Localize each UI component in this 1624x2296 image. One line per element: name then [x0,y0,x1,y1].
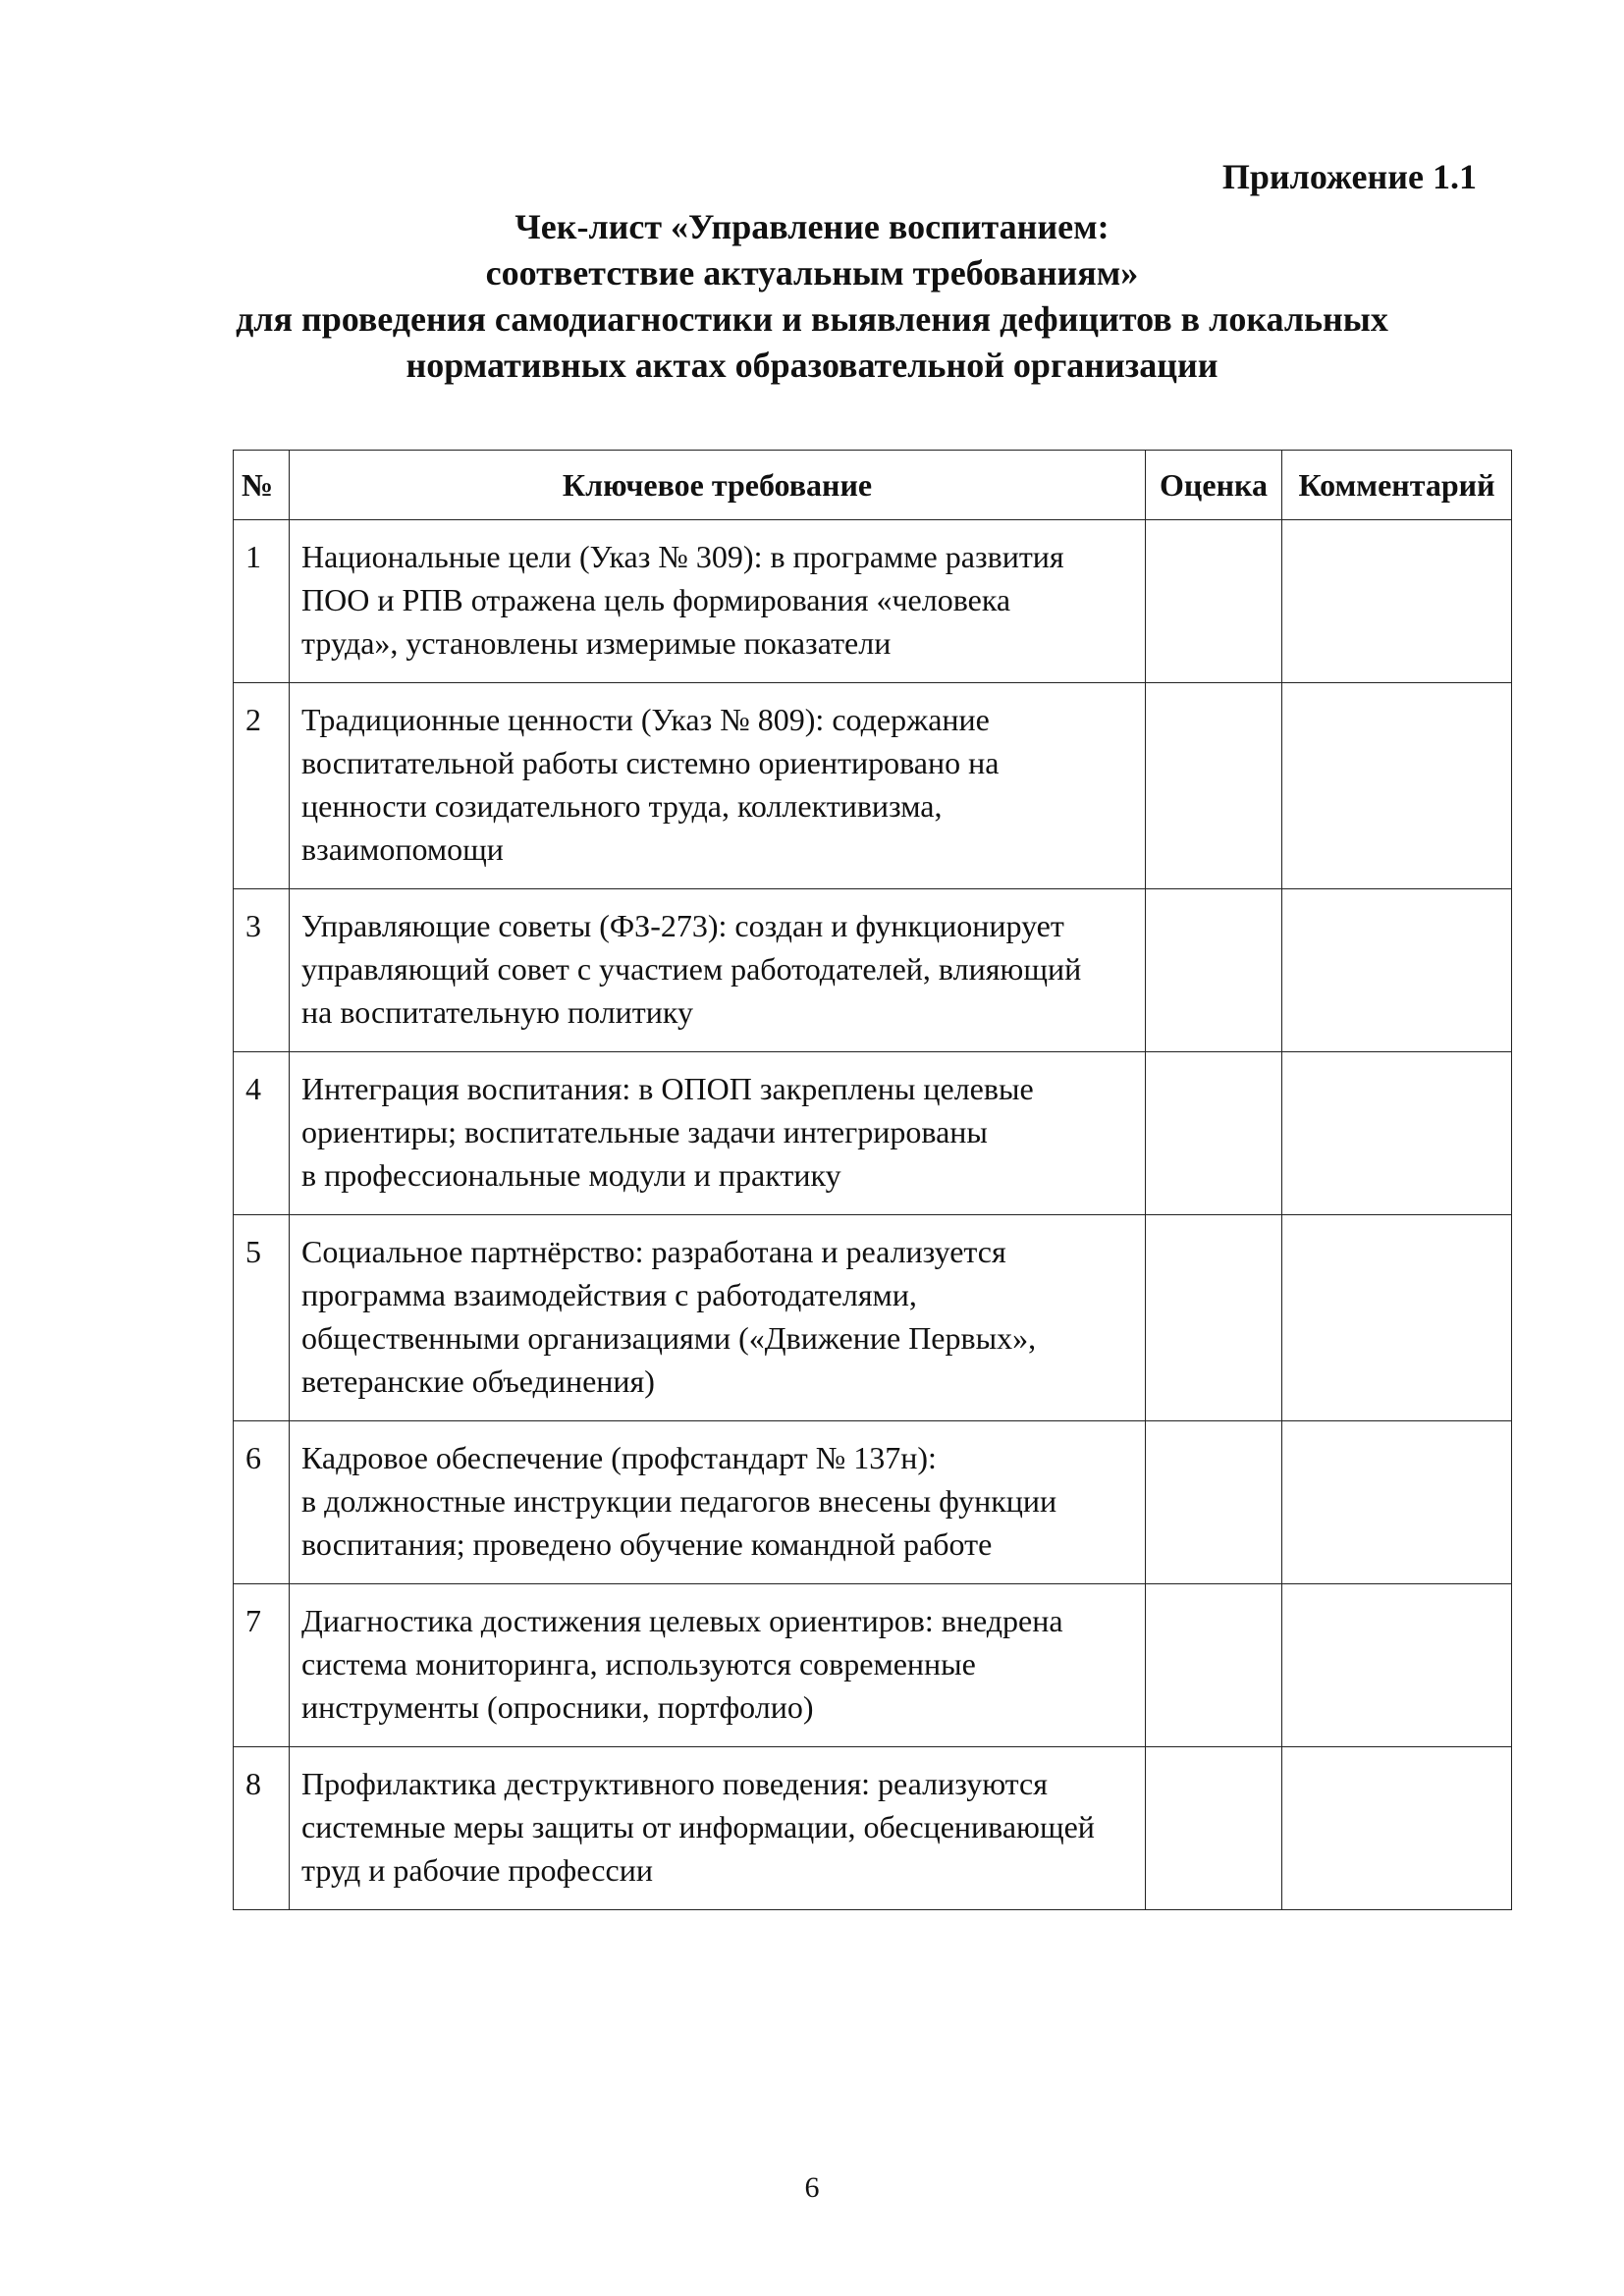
row-score-cell[interactable] [1146,1052,1282,1215]
appendix-label: Приложение 1.1 [1221,157,1477,196]
header-comment: Комментарий [1282,451,1512,520]
row-comment-cell[interactable] [1282,683,1512,889]
header-number: № [234,451,290,520]
title-line: Чек-лист «Управление воспитанием: [514,207,1110,246]
row-comment-cell[interactable] [1282,1584,1512,1747]
requirement-line: в должностные инструкции педагогов внесены функции [301,1483,1057,1519]
requirement-line: Национальные цели (Указ № 309): в программе развития [301,539,1064,574]
requirement-line: Профилактика деструктивного поведения: реализуются [301,1766,1048,1801]
row-number: 2 [234,683,290,889]
row-requirement [290,1421,1146,1584]
header-score: Оценка [1146,451,1282,520]
row-requirement [290,683,1146,889]
requirement-line: труда», установлены измеримые показатели [301,625,892,661]
row-score-cell[interactable] [1146,1584,1282,1747]
requirement-line: Интеграция воспитания: в ОПОП закреплены целевые [301,1071,1034,1106]
requirement-line: система мониторинга, используются современные [301,1646,976,1682]
requirement-line: ветеранские объединения) [301,1363,655,1399]
requirement-line: труд и рабочие профессии [301,1852,653,1888]
requirement-line: воспитательной работы системно ориентировано на [301,745,1000,780]
title-line: нормативных актах образовательной организации [406,346,1218,385]
row-score-cell[interactable] [1146,889,1282,1052]
row-number: 3 [234,889,290,1052]
requirement-line: Управляющие советы (ФЗ-273): создан и функционирует [301,908,1064,943]
row-score-cell[interactable] [1146,520,1282,683]
row-requirement [290,1052,1146,1215]
requirement-line: ценности созидательного труда, коллективизма, [301,788,943,824]
table-row [234,683,1512,889]
row-number: 6 [234,1421,290,1584]
requirement-line: воспитания; проведено обучение командной работе [301,1526,993,1562]
table-row [234,889,1512,1052]
table-row [234,1215,1512,1421]
page-number: 6 [804,2171,820,2204]
checklist-body [234,520,1512,1910]
table-row [234,1747,1512,1910]
row-score-cell[interactable] [1146,1747,1282,1910]
row-score-cell[interactable] [1146,683,1282,889]
row-number: 1 [234,520,290,683]
table-row [234,1052,1512,1215]
requirement-line: Традиционные ценности (Указ № 809): содержание [301,702,990,737]
requirement-line: взаимопомощи [301,831,504,867]
row-comment-cell[interactable] [1282,1421,1512,1584]
row-score-cell[interactable] [1146,1215,1282,1421]
table-row [234,1584,1512,1747]
row-requirement [290,1747,1146,1910]
title-line: для проведения самодиагностики и выявления дефицитов в локальных [236,299,1388,339]
header-requirement: Ключевое требование [290,451,1146,520]
requirement-line: на воспитательную политику [301,994,693,1030]
row-requirement [290,1584,1146,1747]
row-number: 5 [234,1215,290,1421]
title-line: соответствие актуальным требованиям» [485,253,1139,293]
requirement-line: инструменты (опросники, портфолио) [301,1689,814,1725]
row-requirement [290,889,1146,1052]
requirement-line: системные меры защиты от информации, обесценивающей [301,1809,1095,1844]
checklist-table [233,450,1512,1910]
row-requirement [290,520,1146,683]
requirement-line: в профессиональные модули и практику [301,1157,841,1193]
requirement-line: Диагностика достижения целевых ориентиров: внедрена [301,1603,1063,1638]
row-comment-cell[interactable] [1282,520,1512,683]
row-number: 4 [234,1052,290,1215]
row-score-cell[interactable] [1146,1421,1282,1584]
row-comment-cell[interactable] [1282,1215,1512,1421]
table-row [234,1421,1512,1584]
requirement-line: Кадровое обеспечение (профстандарт № 137н): [301,1440,937,1475]
row-number: 8 [234,1747,290,1910]
requirement-line: ПОО и РПВ отражена цель формирования «человека [301,582,1011,617]
row-comment-cell[interactable] [1282,889,1512,1052]
requirement-line: Социальное партнёрство: разработана и реализуется [301,1234,1006,1269]
requirement-line: ориентиры; воспитательные задачи интегрированы [301,1114,988,1149]
row-requirement [290,1215,1146,1421]
requirement-line: программа взаимодействия с работодателями, [301,1277,917,1312]
table-header-row [234,451,1512,520]
requirement-line: общественными организациями («Движение Первых», [301,1320,1037,1356]
row-comment-cell[interactable] [1282,1747,1512,1910]
requirement-line: управляющий совет с участием работодателей, влияющий [301,951,1082,987]
document-title [0,204,1624,389]
table-row [234,520,1512,683]
row-comment-cell[interactable] [1282,1052,1512,1215]
row-number: 7 [234,1584,290,1747]
